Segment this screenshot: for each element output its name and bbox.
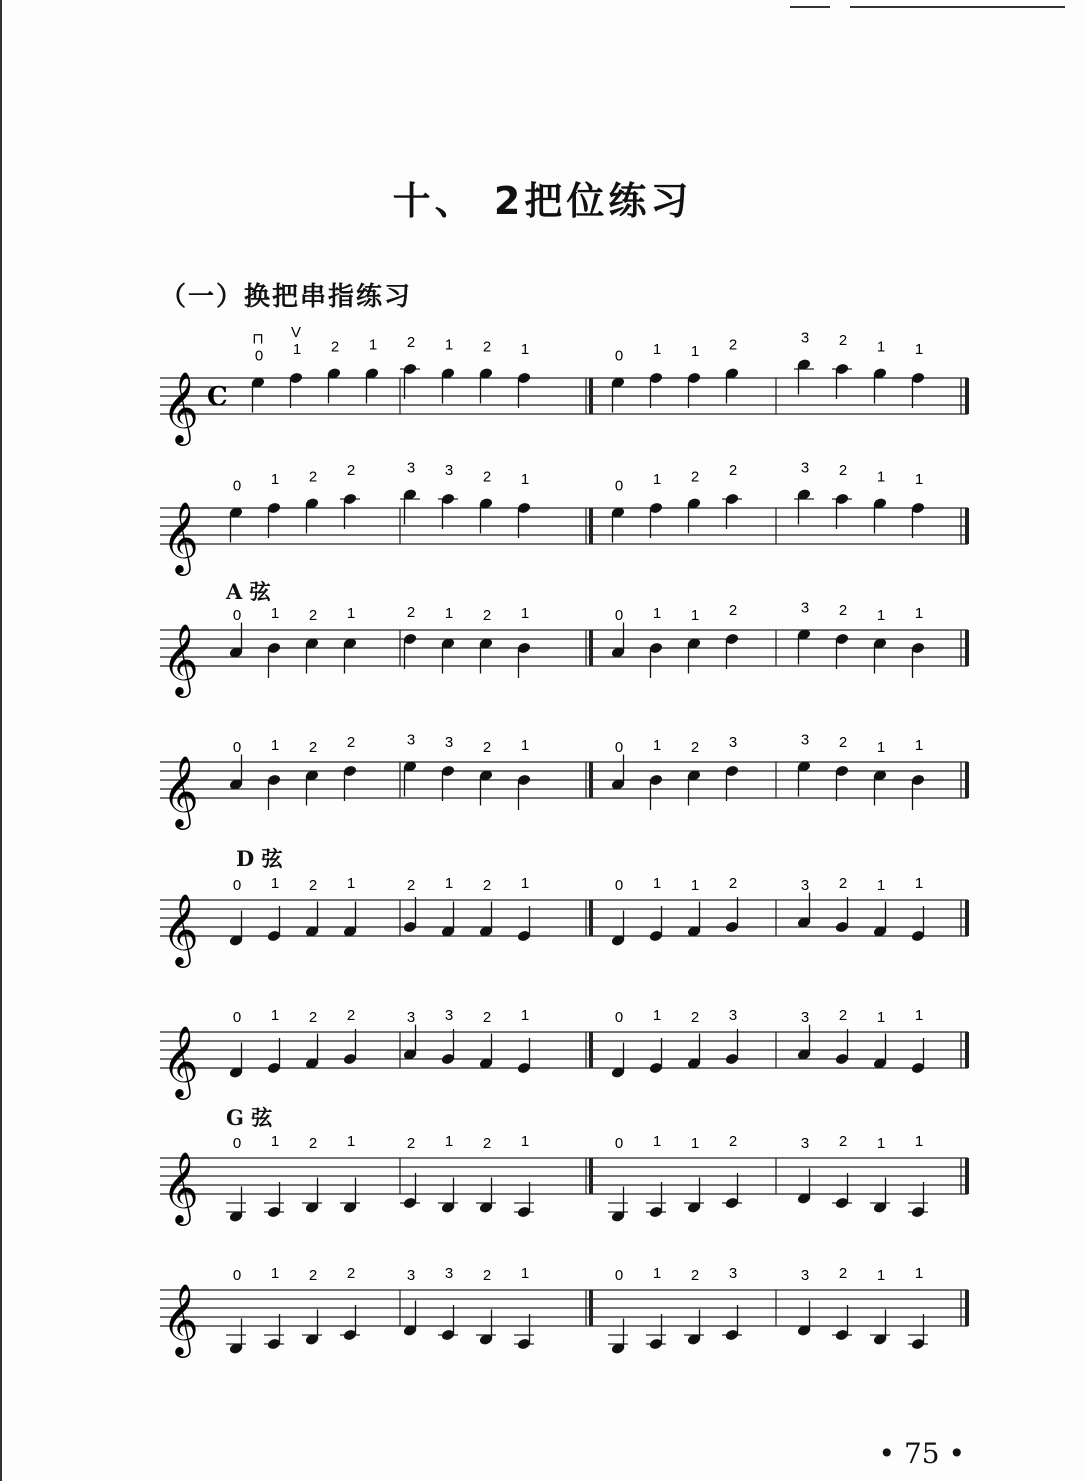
fingering-number: 0 (614, 607, 624, 624)
fingering-number: 1 (652, 1133, 662, 1150)
fingering-number: 2 (330, 338, 340, 356)
fingering-number: 2 (308, 468, 318, 486)
fingering-number: 0 (614, 347, 624, 365)
fingering-number: 1 (368, 336, 378, 354)
fingering-number: 1 (690, 1135, 700, 1152)
staff-system (0, 702, 1085, 862)
down-bow-icon: ⊓ (252, 330, 264, 348)
fingering-number: 3 (800, 731, 810, 749)
fingering-number: 2 (728, 875, 738, 892)
fingering-number: 1 (520, 1265, 530, 1282)
fingering-number: 1 (520, 737, 530, 754)
fingering-number: 1 (444, 605, 454, 622)
fingering-number: 0 (232, 607, 242, 624)
fingering-number: 2 (838, 734, 848, 751)
fingering-number: 2 (482, 739, 492, 756)
fingering-number: 1 (652, 1007, 662, 1024)
fingering-number: 3 (800, 599, 810, 617)
fingering-number: 3 (728, 1265, 738, 1282)
section-subtitle: （一）换把串指练习 (160, 282, 413, 312)
fingering-number: 1 (270, 737, 280, 754)
fingering-number: 2 (308, 739, 318, 756)
fingering-number: 2 (728, 462, 738, 479)
fingering-number: 1 (914, 1007, 924, 1024)
fingering-number: 2 (838, 875, 848, 892)
fingering-number: 2 (406, 604, 416, 621)
fingering-number: 2 (690, 1267, 700, 1284)
fingering-number: 1 (520, 1007, 530, 1024)
treble-clef-icon: 𝄞 (162, 1150, 199, 1223)
string-label-d: D 弦 (236, 846, 283, 871)
fingering-number: 2 (406, 877, 416, 894)
fingering-number: 2 (838, 602, 848, 619)
fingering-number: 0 (614, 1267, 624, 1284)
fingering-number: 0 (232, 1009, 242, 1026)
fingering-number: 2 (838, 462, 848, 479)
fingering-number: 1 (876, 1135, 886, 1152)
fingering-number: 2 (308, 607, 318, 624)
fingering-number: 3 (406, 1267, 416, 1284)
fingering-number: 3 (728, 734, 738, 751)
fingering-number: 2 (838, 1007, 848, 1024)
fingering-number: 2 (346, 462, 356, 479)
fingering-number: 0 (232, 477, 242, 495)
fingering-number: 1 (876, 739, 886, 756)
fingering-number: 1 (914, 471, 924, 488)
fingering-number: 2 (308, 1009, 318, 1026)
fingering-number: 1 (914, 605, 924, 622)
string-label-a: A 弦 (226, 579, 271, 604)
treble-clef-icon: 𝄞 (162, 622, 199, 695)
fingering-number: 1 (520, 605, 530, 622)
page-number: • 75 • (878, 1437, 965, 1470)
fingering-number: 3 (406, 1009, 416, 1026)
fingering-number: 3 (800, 1267, 810, 1284)
fingering-number: 2 (482, 877, 492, 894)
fingering-number: 3 (444, 1007, 454, 1024)
fingering-number: 1 (690, 343, 700, 360)
treble-clef-icon: 𝄞 (162, 754, 199, 827)
fingering-number: 0 (232, 1267, 242, 1284)
treble-clef-icon: 𝄞 (162, 370, 199, 443)
fingering-number: 3 (800, 1135, 810, 1152)
fingering-number: 2 (482, 338, 492, 356)
fingering-number: 1 (270, 1133, 280, 1150)
fingering-number: 1 (346, 875, 356, 892)
fingering-number: 1 (690, 607, 700, 624)
fingering-number: 3 (728, 1007, 738, 1024)
fingering-number: 1 (520, 875, 530, 892)
fingering-number: 1 (346, 605, 356, 622)
fingering-number: 3 (444, 462, 454, 479)
fingering-number: 3 (800, 459, 810, 477)
fingering-number: 2 (690, 468, 700, 486)
fingering-number: 1 (270, 1007, 280, 1024)
fingering-number: 2 (838, 1133, 848, 1150)
fingering-number: 1 (914, 1265, 924, 1282)
fingering-number: 2 (308, 877, 318, 894)
fingering-number: 3 (800, 329, 810, 347)
string-label-g: G 弦 (226, 1105, 273, 1130)
fingering-number: 2 (482, 607, 492, 624)
fingering-number: 0 (614, 477, 624, 495)
fingering-number: 1 (652, 875, 662, 892)
fingering-number: 2 (346, 1007, 356, 1024)
staff-system (0, 1230, 1085, 1390)
fingering-number: 1 (876, 1267, 886, 1284)
fingering-number: 2 (308, 1135, 318, 1152)
time-signature: C (207, 382, 228, 412)
fingering-number: 1 (270, 605, 280, 622)
fingering-number: 0 (232, 739, 242, 756)
fingering-number: 0 (614, 739, 624, 756)
fingering-number: 1 (876, 1009, 886, 1026)
fingering-number: 1 (652, 471, 662, 488)
fingering-number: 1 (690, 877, 700, 894)
fingering-number: 0 (614, 877, 624, 894)
fingering-number: 2 (482, 1267, 492, 1284)
fingering-number: 1 (292, 341, 302, 358)
fingering-number: 1 (652, 737, 662, 754)
fingering-number: 1 (914, 875, 924, 892)
fingering-number: 0 (232, 1135, 242, 1152)
fingering-number: 0 (232, 877, 242, 894)
fingering-number: 1 (346, 1133, 356, 1150)
header-rule (790, 6, 830, 8)
fingering-number: 1 (444, 1133, 454, 1150)
fingering-number: 2 (308, 1267, 318, 1284)
fingering-number: 1 (876, 607, 886, 624)
fingering-number: 1 (270, 1265, 280, 1282)
fingering-number: 1 (652, 605, 662, 622)
fingering-number: 2 (406, 334, 416, 351)
fingering-number: 1 (914, 737, 924, 754)
fingering-number: 1 (270, 875, 280, 892)
up-bow-icon: V (290, 324, 302, 341)
fingering-number: 2 (728, 602, 738, 619)
fingering-number: 2 (728, 1133, 738, 1150)
fingering-number: 1 (520, 1133, 530, 1150)
fingering-number: 2 (406, 1135, 416, 1152)
fingering-number: 2 (690, 739, 700, 756)
treble-clef-icon: 𝄞 (162, 500, 199, 573)
page-title: 十、 2把位练习 (392, 179, 693, 223)
fingering-number: 3 (800, 877, 810, 894)
treble-clef-icon: 𝄞 (162, 1024, 199, 1097)
fingering-number: 2 (482, 468, 492, 486)
fingering-number: 2 (482, 1009, 492, 1026)
fingering-number: 1 (876, 338, 886, 356)
fingering-number: 2 (838, 1265, 848, 1282)
fingering-number: 1 (520, 471, 530, 488)
fingering-number: 1 (876, 468, 886, 486)
fingering-number: 3 (444, 1265, 454, 1282)
treble-clef-icon: 𝄞 (162, 1282, 199, 1355)
fingering-number: 1 (652, 1265, 662, 1282)
fingering-number: 3 (406, 459, 416, 477)
fingering-number: 1 (652, 341, 662, 358)
fingering-number: 1 (444, 875, 454, 892)
fingering-number: 1 (520, 341, 530, 358)
fingering-number: 3 (444, 734, 454, 751)
fingering-number: 2 (690, 1009, 700, 1026)
fingering-number: 2 (728, 336, 738, 354)
fingering-number: 0 (614, 1009, 624, 1026)
fingering-number: 3 (800, 1009, 810, 1026)
fingering-number: 1 (876, 877, 886, 894)
fingering-number: 0 (254, 347, 264, 365)
fingering-number: 2 (346, 1265, 356, 1282)
fingering-number: 1 (444, 336, 454, 354)
fingering-number: 2 (838, 332, 848, 349)
fingering-number: 0 (614, 1135, 624, 1152)
fingering-number: 1 (914, 1133, 924, 1150)
treble-clef-icon: 𝄞 (162, 892, 199, 965)
fingering-number: 1 (914, 341, 924, 358)
fingering-number: 2 (346, 734, 356, 751)
fingering-number: 3 (406, 731, 416, 749)
fingering-number: 2 (482, 1135, 492, 1152)
fingering-number: 1 (270, 471, 280, 488)
header-rule (850, 6, 1065, 8)
